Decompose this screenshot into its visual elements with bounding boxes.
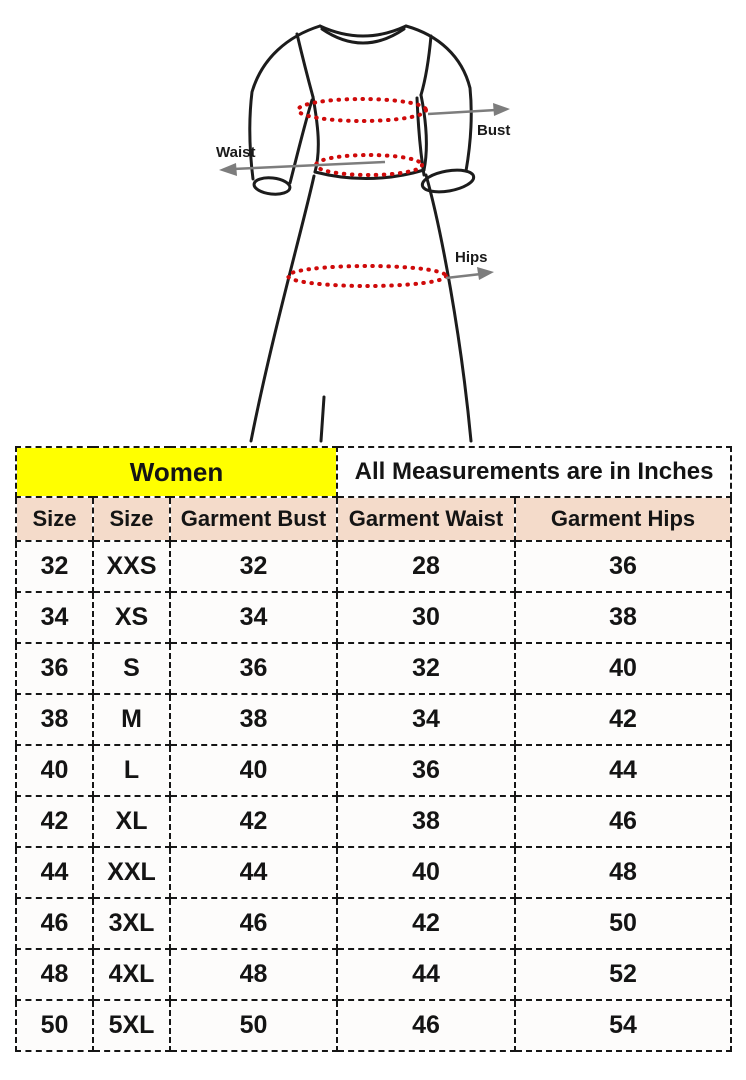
table-cell: 34 xyxy=(337,694,515,745)
waist-arrowhead-icon xyxy=(219,163,237,176)
column-header-garment-bust: Garment Bust xyxy=(170,497,337,541)
table-cell: 44 xyxy=(16,847,93,898)
table-cell: 42 xyxy=(16,796,93,847)
hips-label: Hips xyxy=(455,249,488,266)
table-cell: 50 xyxy=(170,1000,337,1051)
size-chart-table xyxy=(15,446,732,1052)
table-cell: 40 xyxy=(337,847,515,898)
group-header-row xyxy=(16,447,731,497)
table-cell: 3XL xyxy=(93,898,170,949)
skirt-right-edge xyxy=(426,175,471,441)
table-cell: 44 xyxy=(170,847,337,898)
table-cell: XXL xyxy=(93,847,170,898)
measurement-ellipses xyxy=(288,99,446,286)
column-header-row xyxy=(16,497,731,541)
table-cell: 5XL xyxy=(93,1000,170,1051)
left-cuff xyxy=(253,176,290,196)
table-cell: 48 xyxy=(515,847,731,898)
table-cell: 50 xyxy=(515,898,731,949)
table-cell: 54 xyxy=(515,1000,731,1051)
table-cell: 36 xyxy=(170,643,337,694)
hips-arrowhead-icon xyxy=(477,267,494,280)
bodice-left-edge xyxy=(313,97,318,172)
dress-measurement-diagram xyxy=(0,0,746,446)
table-cell: 48 xyxy=(16,949,93,1000)
table-cell: 38 xyxy=(16,694,93,745)
table-cell: 46 xyxy=(515,796,731,847)
left-armhole-seam xyxy=(297,34,313,97)
hips-arrow-line xyxy=(446,274,481,278)
table-row xyxy=(16,847,731,898)
table-cell: 4XL xyxy=(93,949,170,1000)
table-cell: 48 xyxy=(170,949,337,1000)
left-sleeve-outer xyxy=(250,26,320,179)
right-armhole-seam xyxy=(421,36,431,95)
table-cell: 28 xyxy=(337,541,515,592)
bust-arrowhead-icon xyxy=(493,103,510,116)
table-row xyxy=(16,745,731,796)
table-cell: 36 xyxy=(16,643,93,694)
skirt-left-edge xyxy=(251,176,314,441)
table-cell: 44 xyxy=(515,745,731,796)
table-cell: 46 xyxy=(337,1000,515,1051)
table-row xyxy=(16,949,731,1000)
table-cell: XXS xyxy=(93,541,170,592)
bust-measure-ellipse xyxy=(298,99,426,121)
table-cell: 32 xyxy=(16,541,93,592)
size-table-body xyxy=(16,541,731,1051)
column-header-size-letter: Size xyxy=(93,497,170,541)
table-row xyxy=(16,796,731,847)
table-cell: 42 xyxy=(515,694,731,745)
table-cell: 38 xyxy=(515,592,731,643)
table-cell: M xyxy=(93,694,170,745)
table-row xyxy=(16,1000,731,1051)
table-cell: 34 xyxy=(16,592,93,643)
measurements-header-cell: All Measurements are in Inches xyxy=(337,447,731,497)
table-cell: XS xyxy=(93,592,170,643)
table-cell: 42 xyxy=(170,796,337,847)
table-cell: S xyxy=(93,643,170,694)
table-cell: 36 xyxy=(515,541,731,592)
waist-arrow-line xyxy=(233,162,385,169)
table-cell: 32 xyxy=(170,541,337,592)
column-header-size-number: Size xyxy=(16,497,93,541)
table-cell: 34 xyxy=(170,592,337,643)
table-cell: 40 xyxy=(16,745,93,796)
table-cell: 40 xyxy=(515,643,731,694)
table-cell: 52 xyxy=(515,949,731,1000)
table-cell: 32 xyxy=(337,643,515,694)
table-cell: 46 xyxy=(170,898,337,949)
table-cell: XL xyxy=(93,796,170,847)
table-cell: 36 xyxy=(337,745,515,796)
table-cell: 44 xyxy=(337,949,515,1000)
table-cell: 42 xyxy=(337,898,515,949)
table-cell: L xyxy=(93,745,170,796)
waist-label: Waist xyxy=(216,144,256,161)
size-chart-header xyxy=(16,447,731,541)
table-cell: 38 xyxy=(337,796,515,847)
dress-diagram-svg xyxy=(0,0,746,446)
table-row xyxy=(16,694,731,745)
column-header-garment-hips: Garment Hips xyxy=(515,497,731,541)
table-row xyxy=(16,592,731,643)
hips-measure-ellipse xyxy=(288,266,446,286)
bust-label: Bust xyxy=(477,122,511,139)
table-cell: 46 xyxy=(16,898,93,949)
table-cell: 40 xyxy=(170,745,337,796)
women-header-cell: Women xyxy=(16,447,337,497)
table-row xyxy=(16,898,731,949)
table-cell: 38 xyxy=(170,694,337,745)
table-cell: 50 xyxy=(16,1000,93,1051)
table-row xyxy=(16,541,731,592)
bust-arrow-line xyxy=(428,110,496,114)
dress-outline xyxy=(250,26,476,441)
column-header-garment-waist: Garment Waist xyxy=(337,497,515,541)
table-row xyxy=(16,643,731,694)
table-cell: 30 xyxy=(337,592,515,643)
skirt-slit-line xyxy=(321,397,324,441)
